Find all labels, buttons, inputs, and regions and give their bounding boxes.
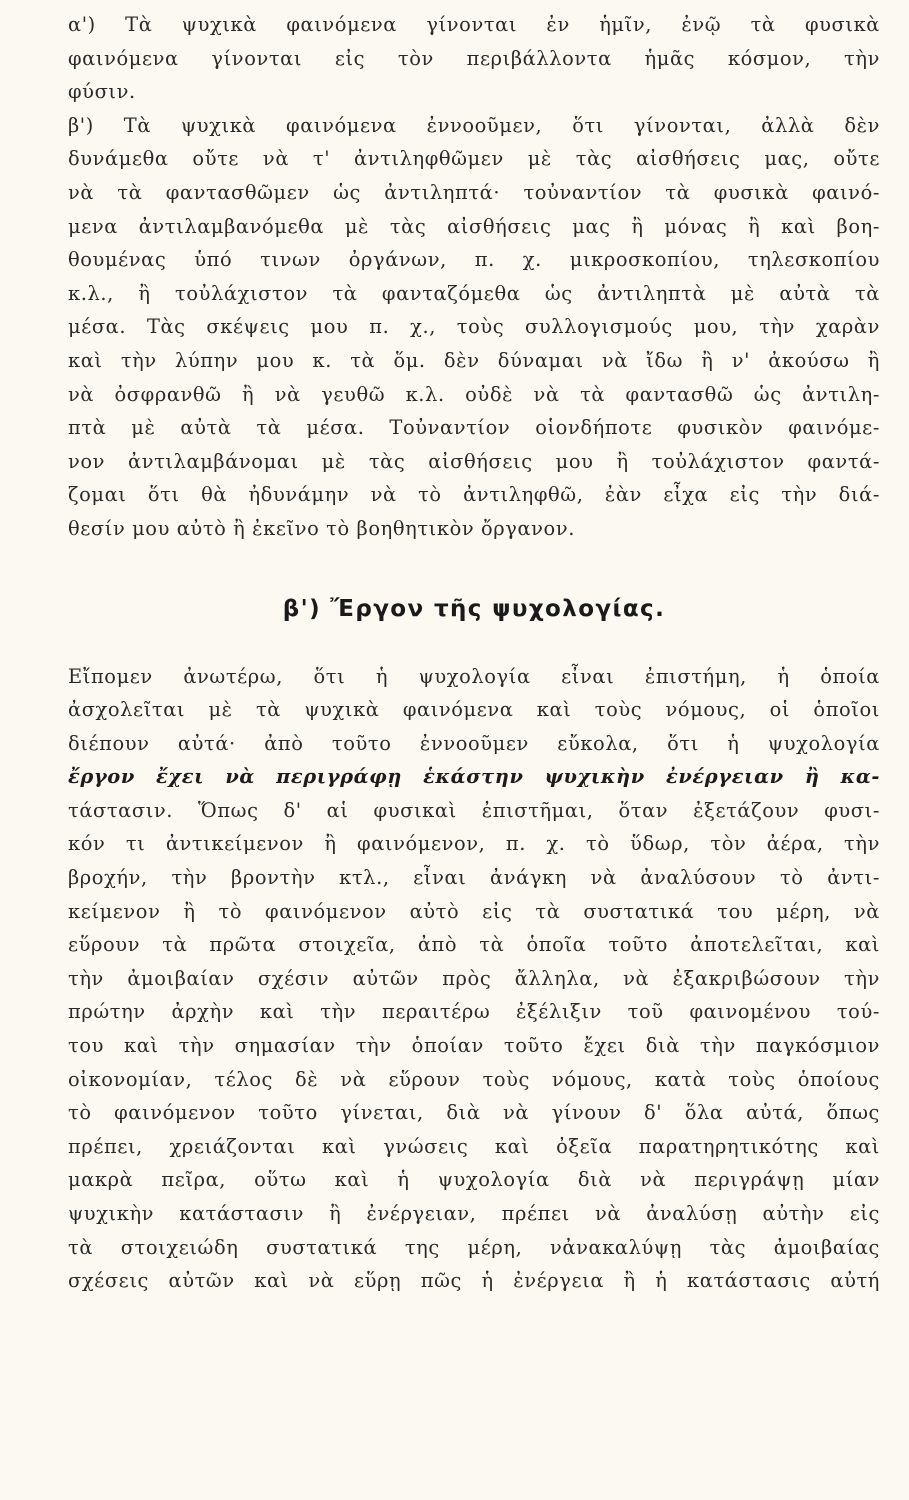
text-line: κ.λ., ἢ τοὐλάχιστον τὰ φανταζόμεθα ὡς ἀντιληπτὰ μὲ αὐτὰ τὰ (68, 281, 880, 305)
text-line: μενα ἀντιλαμβανόμεθα μὲ τὰς αἰσθήσεις μας ἢ μόνας ἢ καὶ βοη- (68, 214, 880, 238)
text-line: ἀσχολεῖται μὲ τὰ ψυχικὰ φαινόμενα καὶ τοὺς νόμους, οἱ ὁποῖοι (68, 698, 880, 722)
text-line: μακρὰ πεῖρα, οὕτω καὶ ἡ ψυχολογία διὰ νὰ περιγράψῃ μίαν (68, 1168, 880, 1192)
text-line: νὰ ὀσφρανθῶ ἢ νὰ γευθῶ κ.λ. οὐδὲ νὰ τὰ φαντασθῶ ὡς ἀντιλη- (68, 382, 880, 406)
text-line: του καὶ τὴν σημασίαν τὴν ὁποίαν τοῦτο ἔχει διὰ τὴν παγκόσμιον (68, 1034, 880, 1058)
text-line: πτὰ μὲ αὐτὰ τὰ μέσα. Τοὐναντίον οἱονδήποτε φυσικὸν φαινόμε- (68, 416, 880, 440)
text-line: θεσίν μου αὐτὸ ἢ ἐκεῖνο τὸ βοηθητικὸν ὄργανον. (68, 516, 575, 540)
text-line: βροχήν, τὴν βροντὴν κτλ., εἶναι ἀνάγκη νὰ ἀναλύσουν τὸ ἀντι- (68, 866, 880, 890)
text-line: εὕρουν τὰ πρῶτα στοιχεῖα, ἀπὸ τὰ ὁποῖα τοῦτο ἀποτελεῖται, καὶ (68, 933, 880, 957)
text-line: φαινόμενα γίνονται εἰς τὸν περιβάλλοντα ἡμᾶς κόσμον, τὴν (68, 46, 880, 70)
text-line: τάστασιν. Ὅπως δ' αἱ φυσικαὶ ἐπιστῆμαι, ὅταν ἐξετάζουν φυσι- (68, 798, 880, 822)
text-line: νὰ τὰ φαντασθῶμεν ὡς ἀντιληπτά· τοὐναντίον τὰ φυσικὰ φαινό- (68, 180, 880, 204)
text-line: καὶ τὴν λύπην μου κ. τὰ ὅμ. δὲν δύναμαι νὰ ἴδω ἢ ν' ἀκούσω ἢ (68, 348, 880, 372)
text-line: σχέσεις αὐτῶν καὶ νὰ εὕρῃ πῶς ἡ ἐνέργεια ἢ ἡ κατάστασις αὐτή (68, 1269, 880, 1293)
text-line: ζομαι ὅτι θὰ ἠδυνάμην νὰ τὸ ἀντιληφθῶ, ἐὰν εἶχα εἰς τὴν διά- (68, 483, 880, 507)
text-line: δυνάμεθα οὔτε νὰ τ' ἀντιληφθῶμεν μὲ τὰς αἰσθήσεις μας, οὔτε (68, 147, 880, 171)
emphasized-line: ἔργον ἔχει νὰ περιγράφῃ ἑκάστην ψυχικὴν ἐνέργειαν ἢ κα- (68, 765, 880, 789)
text-line: θουμένας ὑπό τινων ὀργάνων, π. χ. μικροσκοπίου, τηλεσκοπίου (68, 248, 880, 272)
text-line: Εἴπομεν ἀνωτέρω, ὅτι ἡ ψυχολογία εἶναι ἐπιστήμη, ἡ ὁποία (68, 664, 880, 688)
text-line: κείμενον ἢ τὸ φαινόμενον αὐτὸ εἰς τὰ συστατικά του μέρη, νὰ (68, 899, 880, 923)
text-line: τὸ φαινόμενον τοῦτο γίνεται, διὰ νὰ γίνουν δ' ὅλα αὐτά, ὅπως (68, 1101, 880, 1125)
book-page (68, 8, 880, 1298)
text-line: οἰκονομίαν, τέλος δὲ νὰ εὕρουν τοὺς νόμους, κατὰ τοὺς ὁποίους (68, 1067, 880, 1091)
text-line: τὴν ἀμοιβαίαν σχέσιν αὐτῶν πρὸς ἄλληλα, νὰ ἐξακριβώσουν τὴν (68, 966, 880, 990)
section-heading: β') Ἔργον τῆς ψυχολογίας. (282, 595, 666, 622)
text-line: πρώτην ἀρχὴν καὶ τὴν περαιτέρω ἐξέλιξιν τοῦ φαινομένου τού- (68, 1000, 880, 1024)
text-line: κόν τι ἀντικείμενον ἢ φαινόμενον, π. χ. τὸ ὕδωρ, τὸν ἀέρα, τὴν (68, 832, 880, 856)
text-line: β') Τὰ ψυχικὰ φαινόμενα ἐννοοῦμεν, ὅτι γίνονται, ἀλλὰ δὲν (68, 113, 880, 137)
text-line: α') Τὰ ψυχικὰ φαινόμενα γίνονται ἐν ἡμῖν, ἐνῷ τὰ φυσικὰ (68, 13, 880, 36)
text-line: νον ἀντιλαμβάνομαι μὲ τὰς αἰσθήσεις μου ἢ τοὐλάχιστον φαντά- (68, 449, 880, 473)
text-line: ψυχικὴν κατάστασιν ἢ ἐνέργειαν, πρέπει νὰ ἀναλύσῃ αὐτὴν εἰς (68, 1202, 880, 1225)
text-line: μέσα. Τὰς σκέψεις μου π. χ., τοὺς συλλογισμούς μου, τὴν χαρὰν (68, 315, 880, 339)
paragraph-1 (68, 8, 880, 109)
paragraph-3 (68, 660, 880, 1298)
text-line: πρέπει, χρειάζονται καὶ γνώσεις καὶ ὀξεῖα παρατηρητικότης καὶ (68, 1134, 880, 1158)
text-line: διέπουν αὐτά· ἀπὸ τοῦτο ἐννοοῦμεν εὔκολα, ὅτι ἡ ψυχολογία (68, 731, 880, 755)
text-line: τὰ στοιχειώδη συστατικά της μέρη, νἀνακαλύψῃ τὰς ἀμοιβαίας (68, 1235, 880, 1259)
text-line: φύσιν. (68, 80, 136, 104)
paragraph-2 (68, 109, 880, 546)
